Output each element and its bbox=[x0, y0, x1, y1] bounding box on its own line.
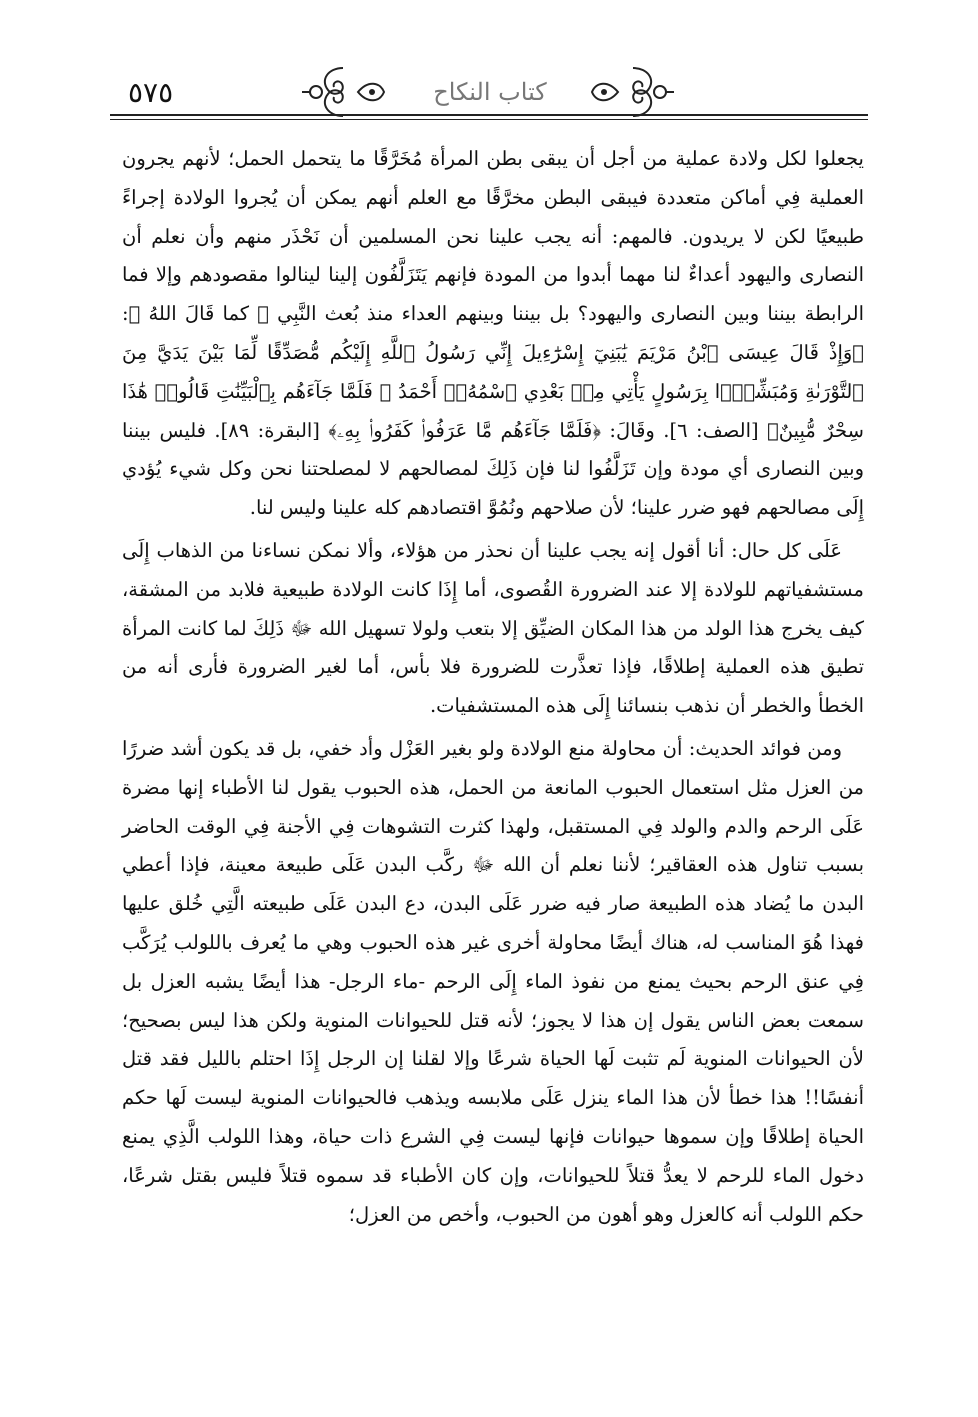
ornament-right-icon bbox=[588, 62, 678, 122]
header-rule bbox=[110, 114, 868, 116]
page-header bbox=[110, 62, 868, 138]
paragraph-2: عَلَى كل حال: أنا أقول إنه يجب علينا أن نحذر من هؤلاء، وألا نمكن نساءنا من الذهاب إِلَى مستشفياتهم للولادة إلا عند الضرورة القُصوى، أما إِذَا كانت الولادة طبيعية فلابد من المشقة، كيف يخرج هذا الولد من هذا المكان الضيِّق إلا بتعب ولولا تسهيل الله ﷻ ذَلِكَ لما كانت المرأة تطيق هذه العملية إطلاقًا، فإذا تعذَّرت للضرورة فلا بأس، أما لغير الضرورة فأرى أنه من الخطأ والخطر أن نذهب بنسائنا إِلَى هذه المستشفيات. bbox=[122, 538, 864, 718]
running-title: كتاب النكاح bbox=[433, 78, 547, 106]
page-number: ٥٧٥ bbox=[128, 76, 174, 109]
paragraph-3: ومن فوائد الحديث: أن محاولة منع الولادة ولو بغير العَزْل وأد خفي، بل قد يكون أشد ضررًا من العزل مثل استعمال الحبوب المانعة من الحمل، هذه الحبوب يقول لنا الأطباء إنها مضرة عَلَى الرحم والدم والولد فِي المستقبل، ولهذا كثرت التشوهات فِي الأجنة فِي الوقت الحاضر بسبب تناول هذه العقاقير؛ لأننا نعلم أن الله ﷻ ركَّب البدن عَلَى طبيعة معينة، فإذا أعطي البدن ما يُضاد هذه الطبيعة صار فيه ضرر عَلَى البدن، دع البدن عَلَى طبيعته الَّتِي خُلق عليها فهذا هُوَ المناسب له، هناك أيضًا محاولة أخرى غير هذه الحبوب وهي ما يُعرف باللولب يُرَكَّب فِي عنق الرحم بحيث يمنع من نفوذ الماء إِلَى الرحم -ماء الرجل- هذا أيضًا يشبه العزل بل سمعت بعض الناس يقول إن هذا لا يجوز؛ لأنه قتل للحيوانات المنوية ولكن هذا ليس بصحيح؛ لأن الحيوانات المنوية لَم تثبت لَها الحياة شرعًا وإلا لقلنا إن الرجل إِذَا احتلم بالليل فقد قتل أنفسًا!! هذا خطأ لأن هذا الماء ينزل عَلَى ملابسه ويذهب فالحيوانات المنوية ليست لَها حكم الحياة إطلاقًا وإن سموها حيوانات فإنها ليست فِي الشرع ذات حياة، وهذا اللولب الَّذِي يمنع دخول الماء للرحم لا يعدُّ قتلاً للحيوانات، وإن كان الأطباء قد سموه قتلاً فليس بقتل شرعًا، حكم اللولب أنه كالعزل وهو أهون من الحبوب، وأخص من العزل؛ bbox=[122, 736, 864, 1226]
header-rule-thin bbox=[110, 119, 868, 120]
paragraph-1: يجعلوا لكل ولادة عملية من أجل أن يبقى بطن المرأة مُخَرَّقًا ما يتحمل الحمل؛ لأنهم يجرون العملية فِي أماكن متعددة فيبقى البطن مخرَّقًا مع العلم أنهم يمكن أن يُجروا الولادة إجراءً طبيعيًا لكن لا يريدون. فالمهم: أنه يجب علينا نحن المسلمين أن نَحْذَر منهم وأن نعلم أن النصارى واليهود أعداءٌ لنا مهما أبدوا من المودة فإنهم يَتَزَلَّفُون إلينا لينالوا مقصودهم وإلا فما الرابطة بيننا وبين النصارى واليهود؟ بل بيننا وبينهم العداء منذ بُعث النَّبِي ﷺ كما قَالَ اللهُ ﷻ: ﴿وَإِذْ قَالَ عِيسَى ٱبْنُ مَرْيَمَ يَٰبَنِيٓ إِسْرَٰٓءِيلَ إِنِّي رَسُولُ ٱللَّهِ إِلَيْكُم مُّصَدِّقًا لِّمَا بَيْنَ يَدَيَّ مِنَ ٱلتَّوْرَىٰةِ وَمُبَشِّرًۢا بِرَسُولٍ يَأْتِي مِنۢ بَعْدِي ٱسْمُهُۥٓ أَحْمَدُ ۖ فَلَمَّا جَآءَهُم بِٱلْبَيِّنَٰتِ قَالُوا۟ هَٰذَا سِحْرٌ مُّبِينٌ﴾ [الصف: ٦]. وقَالَ: ﴿فَلَمَّا جَآءَهُم مَّا عَرَفُوا۟ كَفَرُوا۟ بِهِۦ﴾ [البقرة: ٨٩]. فليس بيننا وبين النصارى أي مودة وإن تَزَلَّفُوا لنا فإن ذَلِكَ لمصالحهم لا لمصلحتنا نحن وكل شيء يُؤدي إِلَى مصالحهم فهو ضرر علينا؛ لأن صلاحهم ونُمُوَّ اقتصادهم كله علينا وليس لنا. bbox=[122, 147, 864, 520]
ornament-left-icon bbox=[298, 62, 388, 122]
page-body bbox=[122, 140, 864, 1238]
